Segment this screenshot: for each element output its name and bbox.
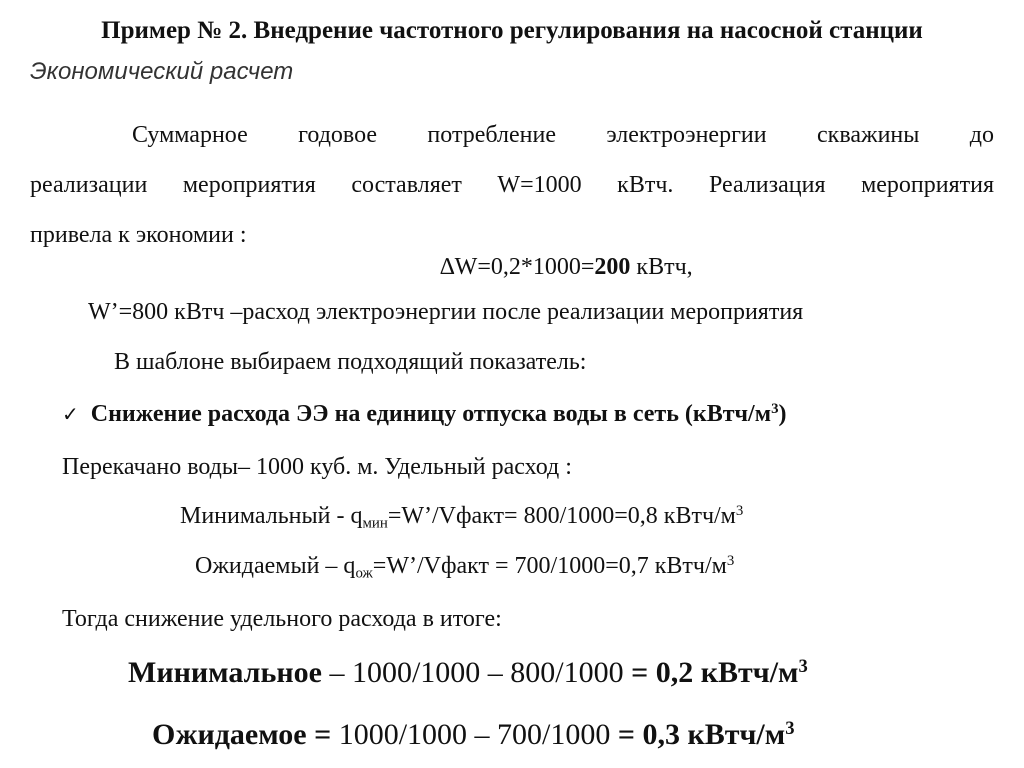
intro-paragraph: [30, 110, 994, 260]
pumped-water-line: Перекачано воды– 1000 куб. м. Удельный расход :: [62, 454, 572, 480]
delta-w-formula: ∆W=0,2*1000=200 кВтч,: [440, 254, 693, 280]
template-line: В шаблоне выбираем подходящий показатель:: [114, 349, 587, 375]
then-line: Тогда снижение удельного расхода в итоге:: [62, 606, 502, 632]
paragraph-line-2: реализации мероприятия составляет W=1000 кВтч. Реализация мероприятия: [30, 172, 994, 198]
page-title: Пример № 2. Внедрение частотного регулирования на насосной станции: [101, 17, 923, 44]
paragraph-line-1: Суммарное годовое потребление электроэнергии скважины до: [132, 122, 994, 148]
formula-expected: Ожидаемый – $q_{ож}=W$’/Vфакт = 700/1000=0,7 кВтч/$м^3$: [195, 552, 735, 582]
checked-indicator: ✓ Снижение расхода ЭЭ на единицу отпуска воды в сеть $(кВтч/м^3)$: [62, 400, 787, 427]
subtitle: Экономический расчет: [30, 58, 294, 85]
w-prime-line: W’=800 кВтч –расход электроэнергии после реализации мероприятия: [88, 299, 804, 325]
result-expected: Ожидаемое = 1000/1000 – 700/1000 = 0,3 кВтч/$м^3$: [152, 717, 795, 751]
result-minimal: Минимальное – 1000/1000 – 800/1000 = 0,2 кВтч/$м^3$: [128, 655, 808, 689]
checkmark-icon: ✓: [62, 402, 79, 426]
formula-minimal: Минимальный - $q_{мин}=W’/Vфакт= 800/1000=0,8$ кВтч/$м^3$: [180, 502, 744, 532]
paragraph-line-3: привела к экономии :: [30, 222, 247, 248]
